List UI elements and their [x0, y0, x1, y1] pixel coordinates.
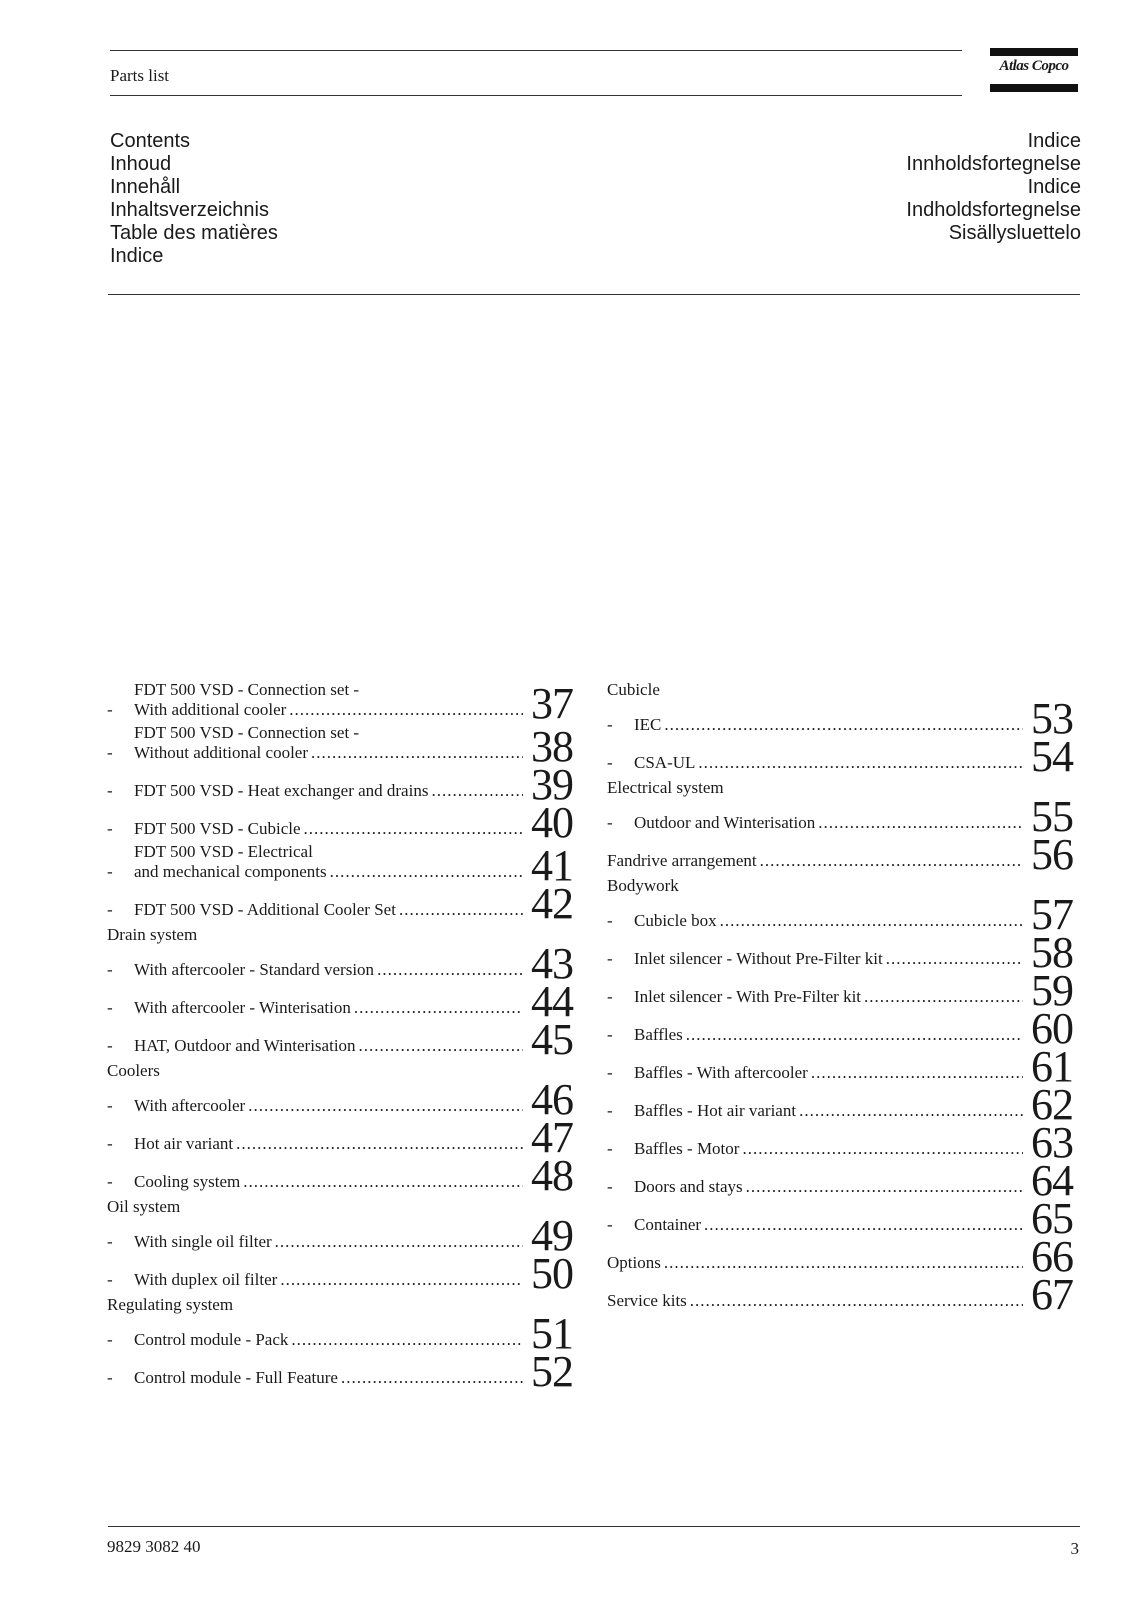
toc-entry[interactable] [607, 1156, 1073, 1205]
dot-leader [243, 1172, 523, 1192]
contents-titles-right [906, 130, 1081, 245]
toc-entry-dash: - [107, 1096, 113, 1115]
dot-leader [377, 960, 523, 980]
contents-titles-left [110, 130, 278, 268]
toc-entry-text [634, 949, 1023, 972]
toc-entry[interactable] [607, 966, 1073, 1015]
toc-entry[interactable] [107, 679, 573, 728]
toc-entry[interactable] [107, 1151, 573, 1200]
toc-section-heading: Oil system [107, 1197, 181, 1216]
toc-entry-text [134, 960, 523, 983]
toc-page-number: 51 [531, 1309, 573, 1358]
toc-entry-line: Service kits [607, 1291, 687, 1310]
toc-page-number: 40 [531, 798, 573, 847]
toc-entry-line: With aftercooler [134, 1096, 246, 1115]
toc-entry-line: With additional cooler [134, 700, 287, 719]
toc-entry-text [134, 1270, 523, 1293]
toc-entry-line: FDT 500 VSD - Connection set - [134, 680, 360, 699]
dot-leader [746, 1177, 1023, 1197]
toc-entry[interactable] [607, 1118, 1073, 1167]
toc-page-number: 64 [1031, 1156, 1073, 1205]
toc-entry-dash: - [107, 862, 113, 881]
dot-leader [289, 700, 523, 720]
dot-leader [864, 987, 1023, 1007]
toc-entry-dash: - [607, 1063, 613, 1082]
toc-page-number: 65 [1031, 1194, 1073, 1243]
dot-leader [799, 1101, 1023, 1121]
toc-entry[interactable] [107, 722, 573, 771]
toc-page-number: 53 [1031, 694, 1073, 743]
contents-title: Indice [1027, 130, 1081, 152]
dot-leader [330, 862, 523, 882]
dot-leader [704, 1215, 1023, 1235]
toc-entry[interactable] [607, 1004, 1073, 1053]
toc-page-number: 46 [531, 1075, 573, 1124]
toc-entry-line: Inlet silencer - With Pre-Filter kit [634, 987, 862, 1006]
toc-page-number: 59 [1031, 966, 1073, 1015]
section-rule [108, 294, 1080, 295]
contents-title: Innholdsfortegnelse [906, 153, 1081, 175]
toc-entry[interactable] [607, 1042, 1073, 1091]
toc-entry[interactable] [107, 760, 573, 809]
toc-entry-text [134, 1172, 523, 1195]
toc-entry[interactable] [107, 1249, 573, 1298]
contents-title: Innehåll [110, 176, 181, 198]
dot-leader [690, 1291, 1023, 1311]
toc-page-number: 45 [531, 1015, 573, 1064]
toc-page-number: 57 [1031, 890, 1073, 939]
toc-entry-line: CSA-UL [634, 753, 696, 772]
dot-leader [664, 1253, 1023, 1273]
dot-leader [698, 753, 1023, 773]
page-number: 3 [1070, 1539, 1079, 1558]
dot-leader [291, 1330, 523, 1350]
toc-entry-dash: - [107, 1232, 113, 1251]
toc-entry-dash: - [107, 1036, 113, 1055]
toc-entry-text [607, 851, 1023, 874]
toc-entry-dash: - [107, 1270, 113, 1289]
toc-entry[interactable] [607, 792, 1073, 841]
dot-leader [431, 781, 523, 801]
toc-entry-text [634, 715, 1023, 738]
toc-page-number: 63 [1031, 1118, 1073, 1167]
toc-entry-text [607, 1291, 1023, 1314]
toc-entry[interactable] [107, 1113, 573, 1162]
contents-title: Inhoud [110, 153, 172, 175]
toc-entry-line: and mechanical components [134, 862, 327, 881]
dot-leader [236, 1134, 523, 1154]
toc-entry-line: Without additional cooler [134, 743, 308, 762]
dot-leader [720, 911, 1023, 931]
toc-entry[interactable] [107, 1211, 573, 1260]
toc-entry-line: Options [607, 1253, 661, 1272]
toc-section-heading: Bodywork [607, 876, 679, 895]
contents-title: Inhaltsverzeichnis [110, 199, 269, 221]
toc-entry-line: Control module - Pack [134, 1330, 289, 1349]
toc-entry-dash: - [607, 1139, 613, 1158]
footer-rule [108, 1526, 1080, 1527]
toc-entry-dash: - [107, 819, 113, 838]
toc-page-number: 49 [531, 1211, 573, 1260]
toc-entry-text [634, 1025, 1023, 1048]
toc-page-number: 48 [531, 1151, 573, 1200]
toc-entry-line: With aftercooler - Standard version [134, 960, 375, 979]
toc-section-heading: Regulating system [107, 1295, 234, 1314]
dot-leader [304, 819, 523, 839]
toc-entry-line: FDT 500 VSD - Cubicle [134, 819, 301, 838]
toc-page-number: 38 [531, 722, 573, 771]
dot-leader [664, 715, 1023, 735]
toc-entry-dash: - [607, 911, 613, 930]
toc-entry-text [634, 1215, 1023, 1238]
toc-entry[interactable] [107, 1347, 573, 1396]
dot-leader [399, 900, 523, 920]
dot-leader [686, 1025, 1023, 1045]
toc-entry-dash: - [607, 987, 613, 1006]
dot-leader [248, 1096, 523, 1116]
toc-entry-text [634, 1063, 1023, 1086]
toc-entry-line: FDT 500 VSD - Additional Cooler Set [134, 900, 396, 919]
contents-title: Table des matières [110, 222, 278, 244]
toc-entry-dash: - [607, 1025, 613, 1044]
toc-entry-text [134, 1096, 523, 1119]
toc-entry-text [634, 911, 1023, 934]
toc-page-number: 66 [1031, 1232, 1073, 1281]
toc-entry-text [634, 987, 1023, 1010]
logo-text: Atlas Copco [999, 58, 1069, 74]
toc-entry-text [134, 723, 523, 766]
toc-entry[interactable] [107, 798, 573, 847]
toc-entry-line: Cooling system [134, 1172, 241, 1191]
toc-page-number: 55 [1031, 792, 1073, 841]
toc-page-number: 61 [1031, 1042, 1073, 1091]
toc-entry-dash: - [607, 715, 613, 734]
toc-page-number: 37 [531, 679, 573, 728]
toc-page-number: 67 [1031, 1270, 1073, 1319]
toc-page-number: 62 [1031, 1080, 1073, 1129]
contents-title: Indice [110, 245, 164, 267]
toc-page-number: 39 [531, 760, 573, 809]
toc-entry-text [134, 900, 523, 923]
toc-entry-line: Doors and stays [634, 1177, 743, 1196]
toc-entry-dash: - [107, 1330, 113, 1349]
toc-entry[interactable] [607, 1270, 1073, 1319]
toc-entry-text [134, 1330, 523, 1353]
toc-page-number: 58 [1031, 928, 1073, 977]
toc-entry-text [134, 781, 523, 804]
toc-entry-line: Outdoor and Winterisation [634, 813, 816, 832]
header-rule-top [110, 50, 962, 51]
toc-entry-line: With single oil filter [134, 1232, 272, 1251]
dot-leader [818, 813, 1023, 833]
toc-entry-line: Hot air variant [134, 1134, 234, 1153]
toc-entry[interactable] [107, 939, 573, 988]
toc-page-number: 41 [531, 841, 573, 890]
toc-entry-text [634, 1177, 1023, 1200]
dot-leader [742, 1139, 1023, 1159]
toc-entry-line: Baffles - Motor [634, 1139, 740, 1158]
toc-page-number: 52 [531, 1347, 573, 1396]
toc-entry-text [634, 1139, 1023, 1162]
toc-entry-dash: - [607, 1215, 613, 1234]
toc-page-number: 56 [1031, 830, 1073, 879]
toc-page-number: 43 [531, 939, 573, 988]
toc-entry-line: Baffles [634, 1025, 683, 1044]
toc-entry-text [634, 1101, 1023, 1124]
toc-entry-line: Control module - Full Feature [134, 1368, 338, 1387]
document-number: 9829 3082 40 [107, 1537, 201, 1556]
toc-entry-dash: - [607, 813, 613, 832]
toc-entry-line: FDT 500 VSD - Electrical [134, 842, 313, 861]
dot-leader [760, 851, 1023, 871]
toc-entry-dash: - [107, 900, 113, 919]
toc-page-number: 42 [531, 879, 573, 928]
dot-leader [311, 743, 523, 763]
toc-entry[interactable] [607, 694, 1073, 743]
toc-entry-text [134, 680, 523, 723]
toc-entry-dash: - [107, 998, 113, 1017]
toc-entry-text [607, 1253, 1023, 1276]
toc-entry-dash: - [607, 1177, 613, 1196]
toc-entry[interactable] [607, 1194, 1073, 1243]
toc-entry-dash: - [607, 753, 613, 772]
toc-entry-dash: - [107, 1134, 113, 1153]
toc-entry-line: Container [634, 1215, 702, 1234]
toc-column-left [107, 679, 573, 1396]
toc-entry-text [634, 753, 1023, 776]
toc-entry-text [134, 1134, 523, 1157]
toc-entry-line: Cubicle box [634, 911, 717, 930]
header-rule-bottom [110, 95, 962, 96]
toc-entry-line: With duplex oil filter [134, 1270, 278, 1289]
contents-title: Contents [110, 130, 191, 152]
toc-entry[interactable] [107, 977, 573, 1026]
dot-leader [341, 1368, 523, 1388]
toc-column-right [607, 680, 1073, 1319]
toc-page-number: 60 [1031, 1004, 1073, 1053]
contents-title: Sisällysluettelo [948, 222, 1081, 244]
toc-entry[interactable] [607, 732, 1073, 781]
toc-entry[interactable] [107, 1015, 573, 1064]
toc-entry-line: Baffles - With aftercooler [634, 1063, 808, 1082]
dot-leader [811, 1063, 1023, 1083]
toc-entry-line: Fandrive arrangement [607, 851, 757, 870]
toc-entry-dash: - [607, 949, 613, 968]
logo-bar-top [990, 48, 1078, 56]
toc-entry-line: Inlet silencer - Without Pre-Filter kit [634, 949, 883, 968]
toc-entry-text [634, 813, 1023, 836]
toc-entry[interactable] [107, 841, 573, 890]
atlas-copco-logo [990, 48, 1078, 94]
dot-leader [886, 949, 1023, 969]
toc-entry[interactable] [607, 890, 1073, 939]
toc-section-heading: Drain system [107, 925, 198, 944]
toc-entry-dash: - [607, 1101, 613, 1120]
toc-entry-text [134, 1232, 523, 1255]
toc-entry-text [134, 998, 523, 1021]
contents-title: Indice [1027, 176, 1081, 198]
toc-entry-line: With aftercooler - Winterisation [134, 998, 351, 1017]
toc-entry[interactable] [607, 830, 1073, 879]
toc-entry[interactable] [107, 1309, 573, 1358]
toc-entry-dash: - [107, 1172, 113, 1191]
dot-leader [359, 1036, 523, 1056]
toc-entry-line: FDT 500 VSD - Heat exchanger and drains [134, 781, 429, 800]
toc-entry-text [134, 1368, 523, 1391]
dot-leader [280, 1270, 523, 1290]
toc-section-heading: Electrical system [607, 778, 724, 797]
toc-entry-line: Baffles - Hot air variant [634, 1101, 797, 1120]
toc-entry[interactable] [107, 1075, 573, 1124]
toc-entry-line: FDT 500 VSD - Connection set - [134, 723, 360, 742]
toc-entry[interactable] [607, 1080, 1073, 1129]
dot-leader [354, 998, 523, 1018]
logo-bar-bottom [990, 84, 1078, 92]
toc-entry[interactable] [607, 928, 1073, 977]
header-title: Parts list [110, 66, 170, 85]
toc-page-number: 54 [1031, 732, 1073, 781]
toc-entry-dash: - [107, 781, 113, 800]
toc-entry-line: HAT, Outdoor and Winterisation [134, 1036, 356, 1055]
toc-page-number: 50 [531, 1249, 573, 1298]
toc-entry[interactable] [107, 879, 573, 928]
toc-section-heading: Cubicle [607, 680, 660, 699]
toc-page-number: 47 [531, 1113, 573, 1162]
dot-leader [275, 1232, 523, 1252]
toc-entry-dash: - [107, 743, 113, 762]
toc-section-heading: Coolers [107, 1061, 160, 1080]
toc-entry-line: IEC [634, 715, 662, 734]
toc-entry-dash: - [107, 700, 113, 719]
toc-entry[interactable] [607, 1232, 1073, 1281]
toc-entry-text [134, 842, 523, 885]
toc-entry-dash: - [107, 1368, 113, 1387]
toc-page-number: 44 [531, 977, 573, 1026]
contents-title: Indholdsfortegnelse [906, 199, 1081, 221]
toc-entry-text [134, 1036, 523, 1059]
toc-entry-text [134, 819, 523, 842]
toc-entry-dash: - [107, 960, 113, 979]
